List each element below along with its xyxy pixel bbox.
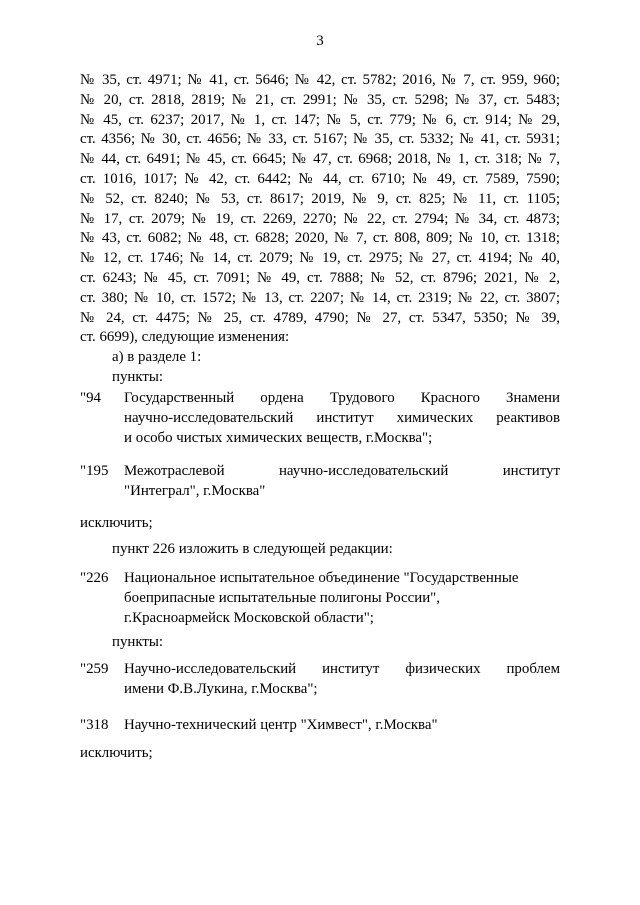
entry-line: имени Ф.В.Лукина, г.Москва"; xyxy=(124,680,318,697)
entry-94 xyxy=(80,389,560,448)
entry-number: "195 xyxy=(80,463,109,479)
intro-line: № 45, ст. 6237; 2017, № 1, ст. 147; № 5, ст. 779; № 6, ст. 914; № 29, xyxy=(80,111,560,128)
point-226-intro: пункт 226 изложить в следующей редакции: xyxy=(112,541,393,557)
intro-line: ст. 1016, 1017; № 42, ст. 6442; № 44, ст. 6710; № 49, ст. 7589, 7590; xyxy=(80,170,560,187)
points-label: пункты: xyxy=(112,634,164,650)
entry-259 xyxy=(80,660,560,700)
exclude-text: исключить; xyxy=(80,745,153,761)
intro-line: № 43, ст. 6082; № 48, ст. 6828; 2020, № 7, ст. 808, 809; № 10, ст. 1318; xyxy=(80,230,560,247)
intro-line: ст. 6243; № 45, ст. 7091; № 49, ст. 7888; № 52, ст. 8796; 2021, № 2, xyxy=(80,269,560,286)
intro-line: № 17, ст. 2079; № 19, ст. 2269, 2270; № 22, ст. 2794; № 34, ст. 4873; xyxy=(80,210,560,227)
intro-line: ст. 380; № 10, ст. 1572; № 13, ст. 2207; № 14, ст. 2319; № 22, ст. 3807; xyxy=(80,289,560,306)
intro-line-last: ст. 6699), следующие изменения: xyxy=(80,329,290,346)
page-number: 3 xyxy=(316,33,324,49)
intro-line: № 12, ст. 1746; № 14, ст. 2079; № 19, ст. 2975; № 27, ст. 4194; № 40, xyxy=(80,250,560,267)
entry-number: "226 xyxy=(80,570,109,586)
exclude-text: исключить; xyxy=(80,515,153,531)
entry-line: Национальное испытательное объединение "Государственные xyxy=(124,570,519,586)
intro-line: № 44, ст. 6491; № 45, ст. 6645; № 47, ст. 6968; 2018, № 1, ст. 318; № 7, xyxy=(80,151,560,168)
intro-line: № 52, ст. 8240; № 53, ст. 8617; 2019, № 9, ст. 825; № 11, ст. 1105; xyxy=(80,190,560,207)
intro-line: № 35, ст. 4971; № 41, ст. 5646; № 42, ст. 5782; 2016, № 7, ст. 959, 960; xyxy=(80,72,560,88)
entry-226 xyxy=(80,569,560,628)
entry-number: "259 xyxy=(80,661,109,677)
intro-line: ст. 4356; № 30, ст. 4656; № 33, ст. 5167; № 35, ст. 5332; № 41, ст. 5931; xyxy=(80,131,560,148)
entry-line: г.Красноармейск Московской области"; xyxy=(124,609,374,626)
entry-line: и особо чистых химических веществ, г.Москва"; xyxy=(124,429,433,446)
entry-line: "Интеграл", г.Москва" xyxy=(124,482,266,499)
entry-number: "94 xyxy=(80,390,101,406)
entry-line: Государственный ордена Трудового Красного Знамени xyxy=(124,390,560,406)
entry-number: "318 xyxy=(80,717,109,733)
intro-paragraph xyxy=(80,71,560,388)
entry-195 xyxy=(80,462,560,502)
entry-line: боеприпасные испытательные полигоны России", xyxy=(124,589,440,606)
intro-line: № 20, ст. 2818, 2819; № 21, ст. 2991; № 35, ст. 5298; № 37, ст. 5483; xyxy=(80,91,560,108)
points-label: пункты: xyxy=(112,368,164,385)
entry-318 xyxy=(80,716,560,736)
section-a-heading: а) в разделе 1: xyxy=(112,349,202,366)
intro-line: № 24, ст. 4475; № 25, ст. 4789, 4790; № 27, ст. 5347, 5350; № 39, xyxy=(80,309,560,326)
entry-line: Межотраслевой научно-исследовательский институт xyxy=(124,463,560,479)
entry-line: научно-исследовательский институт химических реактивов xyxy=(124,409,560,426)
entry-line: Научно-технический центр "Химвест", г.Москва" xyxy=(124,717,438,733)
entry-line: Научно-исследовательский институт физических проблем xyxy=(124,661,560,677)
